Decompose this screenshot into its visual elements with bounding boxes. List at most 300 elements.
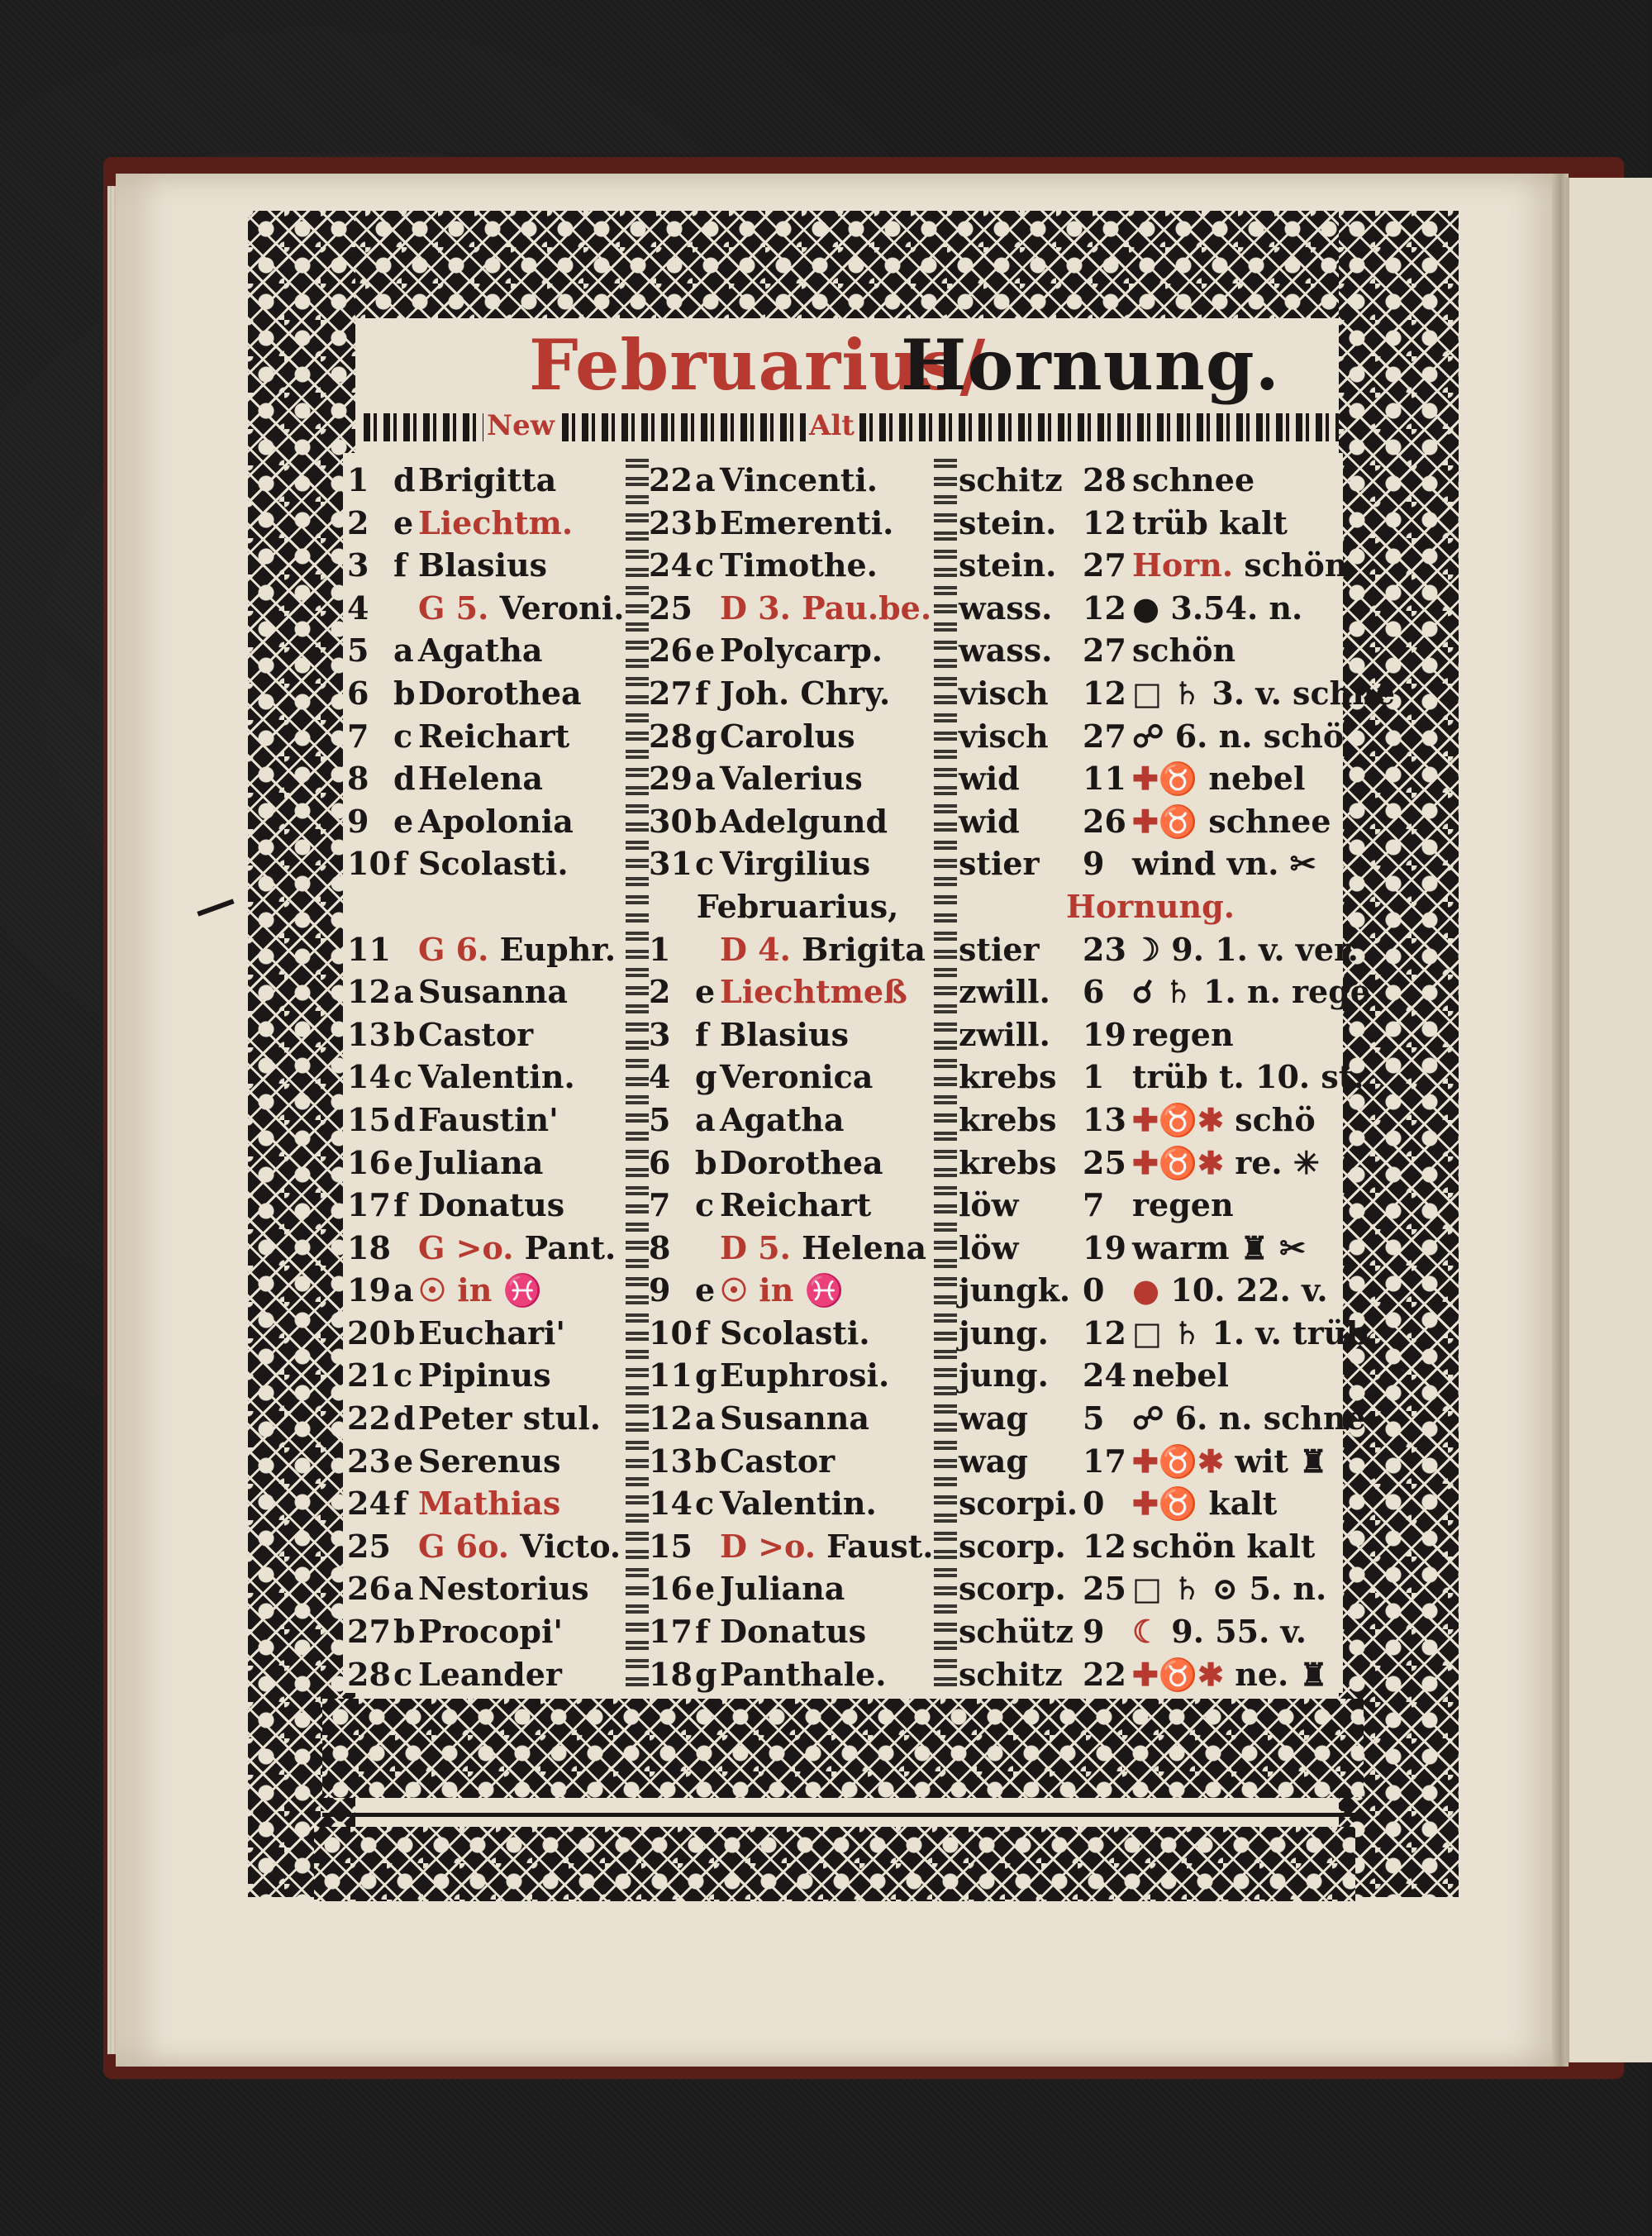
title-latin: Februarius/ — [529, 324, 987, 406]
day-number: 13 — [347, 1015, 391, 1053]
day-number: 19 — [347, 1271, 391, 1309]
calendar-row — [347, 1269, 628, 1312]
saint-name: Scolasti. — [418, 845, 569, 883]
zodiac-sign: wass. — [959, 632, 1053, 670]
calendar-row — [347, 1610, 628, 1653]
degree-number: 12 — [1083, 503, 1126, 541]
saint-name: Liechtmeß — [720, 973, 907, 1011]
zodiac-sign: löw — [959, 1228, 1019, 1266]
degree-number: 19 — [1083, 1015, 1126, 1053]
astro-row — [959, 842, 1339, 885]
weather-note: □ ♄ ⊙ 5. n. — [1132, 1570, 1327, 1608]
weather-note: ✚♉✱ re. ✳ — [1132, 1143, 1320, 1181]
degree-number: 7 — [1083, 1186, 1105, 1224]
calendar-row — [649, 1227, 946, 1270]
zodiac-sign: zwill. — [959, 1015, 1050, 1053]
aspect-symbol: Horn. — [1132, 546, 1234, 584]
dominical-letter: c — [393, 717, 413, 755]
aspect-symbol: ✚♉✱ — [1132, 1442, 1224, 1480]
saint-name: Helena — [418, 760, 543, 798]
saint-name: Brigitta — [418, 461, 557, 498]
calendar-row — [649, 1482, 946, 1525]
degree-number: 22 — [1083, 1655, 1126, 1693]
day-number: 24 — [347, 1485, 391, 1523]
aspect-symbol: ✚♉ — [1132, 802, 1198, 840]
divider-rule — [322, 1813, 1364, 1817]
calendar-row — [347, 757, 628, 800]
weather-note: ☽ 9. 1. v. ver. — [1132, 930, 1359, 968]
astro-row — [959, 715, 1345, 758]
zodiac-sign: schitz — [959, 1655, 1063, 1693]
dominical-letter: e — [695, 1271, 716, 1309]
calendar-row — [649, 715, 946, 758]
column-old-style — [649, 459, 946, 1695]
dominical-letter: e — [695, 1570, 716, 1608]
saint-name: Dorothea — [418, 674, 582, 712]
calendar-row — [347, 1653, 628, 1696]
weather-note: ✚♉✱ wit ♜ — [1132, 1442, 1328, 1480]
aspect-symbol: ✚♉ — [1132, 1485, 1198, 1523]
weather-note: Horn. schön — [1132, 546, 1348, 584]
zodiac-sign: scorp. — [959, 1527, 1066, 1565]
day-number: 6 — [347, 674, 369, 712]
zodiac-sign: stein. — [959, 546, 1057, 584]
aspect-symbol: ✚♉✱ — [1132, 1100, 1224, 1138]
day-number: 31 — [649, 845, 693, 883]
saint-name: Donatus — [418, 1186, 565, 1224]
calendar-row — [347, 1482, 628, 1525]
day-number: 28 — [649, 717, 693, 755]
degree-number: 6 — [1083, 973, 1105, 1011]
zodiac-sign: schütz — [959, 1613, 1074, 1651]
day-number: 11 — [649, 1356, 693, 1395]
day-number: 23 — [649, 503, 693, 541]
weather-note: ☌ ♄ 1. n. rege — [1132, 973, 1370, 1011]
astro-row — [959, 1013, 1339, 1056]
dominical-letter: b — [393, 1015, 416, 1053]
degree-number: 25 — [1083, 1143, 1126, 1181]
saint-name: Agatha — [418, 632, 543, 670]
ornament-border-bottom — [322, 1699, 1364, 1798]
ornament-border-bottom-lower — [314, 1827, 1355, 1901]
calendar-row — [347, 1567, 628, 1610]
day-number: 25 — [649, 589, 693, 627]
dominical-letter: g — [695, 1655, 717, 1693]
day-number: 22 — [649, 461, 693, 498]
dominical-letter: e — [695, 632, 716, 670]
day-number: 28 — [347, 1655, 391, 1693]
astro-row — [959, 757, 1339, 800]
day-number: 14 — [649, 1485, 693, 1523]
dominical-letter: e — [695, 973, 716, 1011]
saint-name: Euchari' — [418, 1313, 566, 1352]
feast-marker: D 4. — [720, 930, 791, 968]
saint-name: Adelgund — [720, 802, 888, 840]
day-number: 27 — [347, 1613, 391, 1651]
degree-number: 12 — [1083, 589, 1126, 627]
day-number: 9 — [649, 1271, 671, 1309]
saint-name: Emerenti. — [720, 503, 894, 541]
calendar-row — [649, 800, 946, 843]
saint-name: D >o. Faust. — [720, 1527, 934, 1565]
dominical-letter: c — [695, 546, 715, 584]
saint-name: G 6o. Victo. — [418, 1527, 621, 1565]
dominical-letter: d — [393, 1399, 416, 1437]
weather-note: ☍ 6. n. schne — [1132, 1399, 1366, 1437]
calendar-row — [649, 928, 946, 971]
day-number: 5 — [649, 1100, 671, 1138]
calendar-row — [347, 544, 628, 587]
saint-name: Liechtm. — [418, 503, 574, 541]
calendar-row — [347, 672, 628, 715]
calendar-row — [649, 502, 946, 545]
astro-row — [959, 885, 1339, 928]
day-number: 10 — [347, 845, 391, 883]
feast-marker: G 6. — [418, 930, 489, 968]
saint-name: Pipinus — [418, 1356, 551, 1395]
calendar-row — [649, 1567, 946, 1610]
day-number: 24 — [649, 546, 693, 584]
weather-note: schnee — [1132, 461, 1255, 498]
aspect-symbol: ✚♉ — [1132, 760, 1198, 798]
weather-note: schön — [1132, 632, 1236, 670]
astro-row — [959, 1397, 1366, 1440]
calendar-row — [347, 928, 628, 971]
degree-number: 12 — [1083, 1527, 1126, 1565]
dominical-letter: d — [393, 461, 416, 498]
astro-row — [959, 544, 1348, 587]
astro-row — [959, 800, 1339, 843]
weather-note: schön kalt — [1132, 1527, 1316, 1565]
day-number: 9 — [347, 802, 369, 840]
saint-name: Panthale. — [720, 1655, 887, 1693]
dominical-letter: f — [695, 1313, 709, 1352]
aspect-symbol: ✚♉✱ — [1132, 1143, 1224, 1181]
ornament-border-right — [1339, 211, 1459, 1897]
calendar-row — [347, 587, 628, 630]
calendar-row — [649, 1525, 946, 1568]
calendar-row — [347, 1312, 628, 1355]
saint-name: Veronica — [720, 1058, 874, 1096]
month-subheading: Februarius, — [696, 887, 899, 925]
saint-name: Blasius — [418, 546, 548, 584]
astro-row — [959, 1269, 1339, 1312]
weather-note: ✚♉✱ ne. ♜ — [1132, 1655, 1328, 1693]
saint-name: Euphrosi. — [720, 1356, 890, 1395]
astro-row — [959, 1354, 1339, 1397]
astro-row — [959, 1610, 1339, 1653]
astro-row — [959, 587, 1339, 630]
calendar-row — [649, 459, 946, 502]
calendar-row — [649, 587, 946, 630]
calendar-row — [347, 1184, 628, 1227]
day-number: 15 — [347, 1100, 391, 1138]
calendar-row — [347, 1227, 628, 1270]
day-number: 12 — [347, 973, 391, 1011]
astro-row — [959, 1056, 1364, 1099]
calendar-row — [649, 1184, 946, 1227]
day-number: 6 — [649, 1143, 671, 1181]
header-label-old: Alt — [806, 410, 858, 441]
dominical-letter: b — [695, 1442, 717, 1480]
ornament-border-left — [248, 211, 355, 1897]
weather-note: □ ♄ 3. v. schne — [1132, 674, 1396, 712]
day-number: 29 — [649, 760, 693, 798]
zodiac-sign: jung. — [959, 1356, 1049, 1395]
saint-name: Nestorius — [418, 1570, 589, 1608]
astro-row — [959, 1142, 1339, 1185]
saint-name: Castor — [418, 1015, 534, 1053]
calendar-row — [347, 629, 628, 672]
calendar-row — [649, 1056, 946, 1099]
weather-note: ● 10. 22. v. — [1132, 1271, 1328, 1309]
calendar-row — [347, 1099, 628, 1142]
zodiac-sign: visch — [959, 674, 1049, 712]
calendar-row — [347, 842, 628, 885]
dominical-letter: f — [695, 1015, 709, 1053]
day-number: 5 — [347, 632, 369, 670]
day-number: 16 — [649, 1570, 693, 1608]
weather-note: regen — [1132, 1015, 1234, 1053]
day-number: 12 — [649, 1399, 693, 1437]
dominical-letter: f — [393, 546, 407, 584]
zodiac-sign: wid — [959, 802, 1020, 840]
astro-row — [959, 928, 1359, 971]
astro-row — [959, 1227, 1339, 1270]
day-number: 2 — [347, 503, 369, 541]
degree-number: 13 — [1083, 1100, 1126, 1138]
zodiac-sign: löw — [959, 1186, 1019, 1224]
degree-number: 12 — [1083, 674, 1126, 712]
calendar-row — [347, 1525, 628, 1568]
degree-number: 9 — [1083, 845, 1105, 883]
saint-name: Dorothea — [720, 1143, 883, 1181]
day-number: 16 — [347, 1143, 391, 1181]
aspect-symbol: ● — [1132, 1271, 1160, 1309]
zodiac-sign: wass. — [959, 589, 1053, 627]
feast-marker: G 6o. — [418, 1527, 510, 1565]
degree-number: 27 — [1083, 632, 1126, 670]
saint-name: Blasius — [720, 1015, 850, 1053]
saint-name: Scolasti. — [720, 1313, 870, 1352]
degree-number: 25 — [1083, 1570, 1126, 1608]
dominical-letter: e — [393, 503, 414, 541]
calendar-row — [649, 1653, 946, 1696]
feast-marker: G 5. — [418, 589, 489, 627]
weather-note: trüb t. 10. st. — [1132, 1058, 1364, 1096]
saint-name: G 6. Euphr. — [418, 930, 617, 968]
dominical-letter: e — [393, 1442, 414, 1480]
dominical-letter: a — [393, 1570, 414, 1608]
title-german: Hornung. — [901, 324, 1280, 406]
dominical-letter: b — [393, 1613, 416, 1651]
zodiac-sign: scorp. — [959, 1570, 1066, 1608]
calendar-row — [649, 970, 946, 1013]
calendar-row — [347, 970, 628, 1013]
calendar-row — [649, 1397, 946, 1440]
saint-name: Valerius — [720, 760, 863, 798]
calendar-row — [347, 1440, 628, 1483]
degree-number: 0 — [1083, 1485, 1105, 1523]
saint-name: Donatus — [720, 1613, 867, 1651]
header-label-new: New — [483, 410, 558, 441]
zodiac-sign: schitz — [959, 461, 1063, 498]
ornament-border-top — [256, 211, 1454, 335]
weather-note: ✚♉ nebel — [1132, 760, 1306, 798]
saint-name: Virgilius — [720, 845, 871, 883]
saint-name: Leander — [418, 1655, 562, 1693]
dominical-letter: a — [695, 1399, 716, 1437]
day-number: 26 — [649, 632, 693, 670]
degree-number: 27 — [1083, 546, 1126, 584]
degree-number: 26 — [1083, 802, 1126, 840]
saint-name: Timothe. — [720, 546, 878, 584]
calendar-row — [347, 715, 628, 758]
calendar-row — [347, 800, 628, 843]
calendar-row — [347, 1397, 628, 1440]
calendar-row — [649, 1312, 946, 1355]
calendar-row — [649, 1142, 946, 1185]
zodiac-sign: visch — [959, 717, 1049, 755]
weather-note: nebel — [1132, 1356, 1229, 1395]
saint-name: D 4. Brigita — [720, 930, 926, 968]
dominical-letter: a — [695, 461, 716, 498]
day-number: 18 — [649, 1655, 693, 1693]
day-number: 17 — [649, 1613, 693, 1651]
saint-name: Reichart — [418, 717, 570, 755]
calendar-row — [649, 544, 946, 587]
dominical-letter: f — [393, 845, 407, 883]
day-number: 1 — [649, 930, 671, 968]
weather-note: □ ♄ 1. v. trüb — [1132, 1313, 1369, 1352]
day-number: 22 — [347, 1399, 391, 1437]
calendar-row — [649, 1013, 946, 1056]
aspect-symbol: ✚♉✱ — [1132, 1655, 1224, 1693]
dominical-letter: c — [695, 845, 715, 883]
degree-number: 23 — [1083, 930, 1126, 968]
day-number: 3 — [649, 1015, 671, 1053]
dominical-letter: g — [695, 1058, 717, 1096]
saint-name: Mathias — [418, 1485, 561, 1523]
calendar-row — [649, 672, 946, 715]
weather-note: trüb kalt — [1132, 503, 1288, 541]
saint-name: Vincenti. — [720, 461, 878, 498]
astro-row — [959, 629, 1339, 672]
dominical-letter: d — [393, 760, 416, 798]
day-number: 1 — [347, 461, 369, 498]
day-number: 13 — [649, 1442, 693, 1480]
dominical-letter: g — [695, 717, 717, 755]
zodiac-sign: zwill. — [959, 973, 1050, 1011]
saint-name: Joh. Chry. — [720, 674, 891, 712]
degree-number: 12 — [1083, 1313, 1126, 1352]
astro-row — [959, 672, 1396, 715]
degree-number: 9 — [1083, 1613, 1105, 1651]
dominical-letter: b — [695, 1143, 717, 1181]
astro-row — [959, 1184, 1339, 1227]
weather-note: regen — [1132, 1186, 1234, 1224]
saint-name: D 3. Pau.be. — [720, 589, 932, 627]
degree-number: 27 — [1083, 717, 1126, 755]
dominical-letter: c — [393, 1058, 413, 1096]
calendar-row — [347, 502, 628, 545]
weather-note: ✚♉ schnee — [1132, 802, 1331, 840]
weather-note: wind vn. ✂ — [1132, 845, 1316, 883]
day-number: 3 — [347, 546, 369, 584]
month-subheading: Hornung. — [1066, 887, 1235, 925]
dominical-letter: b — [695, 503, 717, 541]
calendar-row — [649, 1269, 946, 1312]
saint-name: Procopi' — [418, 1613, 564, 1651]
zodiac-sign: stier — [959, 930, 1040, 968]
dominical-letter: f — [393, 1485, 407, 1523]
day-number: 8 — [649, 1228, 671, 1266]
calendar-row — [347, 1056, 628, 1099]
astro-row — [959, 1482, 1339, 1525]
calendar-row — [649, 1440, 946, 1483]
feast-marker: D >o. — [720, 1527, 816, 1565]
zodiac-sign: krebs — [959, 1143, 1057, 1181]
degree-number: 17 — [1083, 1442, 1126, 1480]
zodiac-sign: wag — [959, 1442, 1028, 1480]
saint-name: ☉ in ♓ — [720, 1271, 844, 1309]
calendar-row — [649, 1610, 946, 1653]
saint-name: Castor — [720, 1442, 836, 1480]
astro-row — [959, 459, 1339, 502]
day-number: 11 — [347, 930, 391, 968]
day-number: 8 — [347, 760, 369, 798]
weather-note: ✚♉ kalt — [1132, 1485, 1278, 1523]
dominical-letter: c — [393, 1655, 413, 1693]
day-number: 15 — [649, 1527, 693, 1565]
dominical-letter: e — [393, 1143, 414, 1181]
zodiac-sign: jungk. — [959, 1271, 1071, 1309]
day-number: 27 — [649, 674, 693, 712]
dominical-letter: c — [393, 1356, 413, 1395]
saint-name: Polycarp. — [720, 632, 883, 670]
saint-name: G >o. Pant. — [418, 1228, 617, 1266]
saint-name: Juliana — [418, 1143, 544, 1181]
saint-name: ☉ in ♓ — [418, 1271, 542, 1309]
day-number: 17 — [347, 1186, 391, 1224]
day-number: 23 — [347, 1442, 391, 1480]
zodiac-sign: krebs — [959, 1058, 1057, 1096]
calendar-row — [347, 885, 628, 928]
zodiac-sign: krebs — [959, 1100, 1057, 1138]
saint-name: Faustin' — [418, 1100, 559, 1138]
degree-number: 28 — [1083, 461, 1126, 498]
degree-number: 19 — [1083, 1228, 1126, 1266]
saint-name: Valentin. — [418, 1058, 575, 1096]
saint-name: G 5. Veroni. — [418, 589, 625, 627]
dominical-letter: a — [393, 1271, 414, 1309]
calendar-row — [649, 629, 946, 672]
weather-note: ☍ 6. n. schö — [1132, 717, 1345, 755]
zodiac-sign: wid — [959, 760, 1020, 798]
dominical-letter: f — [393, 1186, 407, 1224]
saint-name: Susanna — [720, 1399, 869, 1437]
astro-row — [959, 1653, 1339, 1696]
dominical-letter: b — [393, 674, 416, 712]
saint-name: Serenus — [418, 1442, 561, 1480]
day-number: 20 — [347, 1313, 391, 1352]
column-astronomical — [959, 459, 1396, 1695]
dominical-letter: b — [695, 802, 717, 840]
day-number: 25 — [347, 1527, 391, 1565]
dominical-letter: a — [695, 1100, 716, 1138]
calendar-row — [347, 459, 628, 502]
calendar-row — [649, 842, 946, 885]
